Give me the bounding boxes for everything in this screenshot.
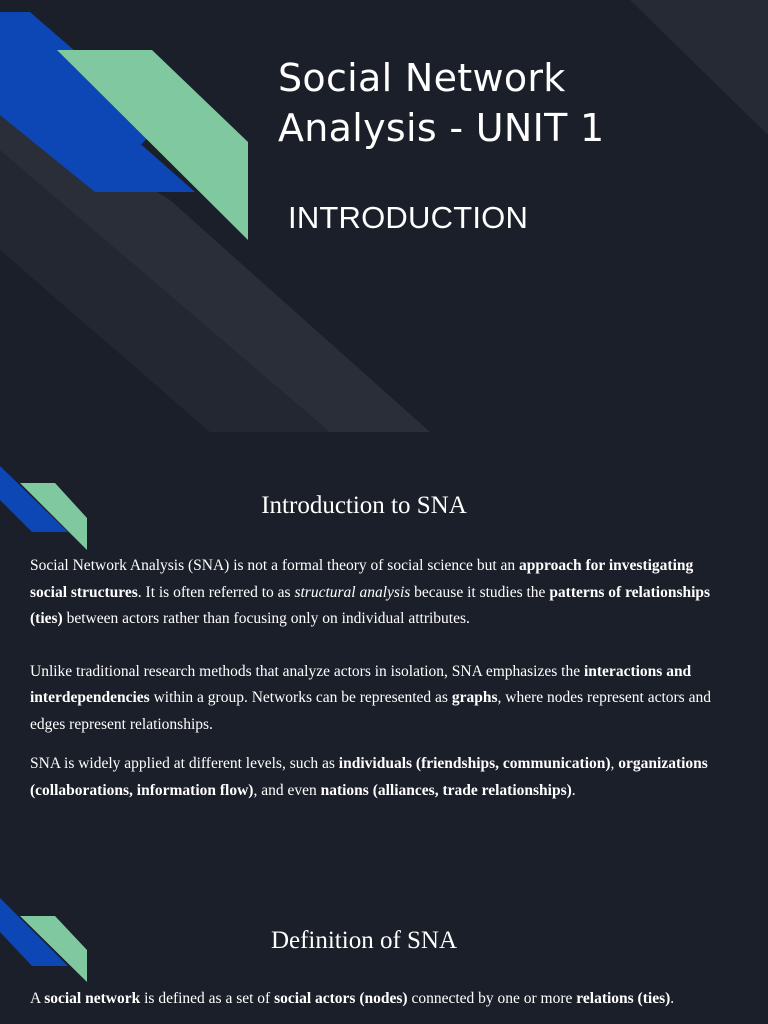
definition-slide [0,880,768,1024]
text-run: . [571,781,576,799]
presentation-title [278,53,748,153]
text-run: . [670,990,675,1007]
section-heading: Definition of SNA [270,927,458,954]
title-slide [0,0,768,432]
intro-paragraph-1 [30,553,720,633]
bold-run: graphs [451,689,498,706]
text-run: because it studies the [410,583,550,601]
bold-run: nations (alliances, trade relationships) [320,781,572,799]
title-line-1: Social Network [278,56,566,100]
italic-run: structural analysis [294,583,411,601]
definition-paragraph-1 [30,986,720,1013]
text-run: , and even [253,781,321,799]
presentation-subtitle: INTRODUCTION [288,200,529,235]
intro-slide [0,448,768,872]
text-run: connected by one or more [407,990,577,1007]
text-run: is defined as a set of [140,990,275,1007]
text-run: Social Network Analysis (SNA) is not a formal theory of social science but an [30,557,519,574]
bold-run: individuals (friendships, communication) [338,755,611,772]
bold-run: relations (ties) [576,990,671,1007]
bold-run: approach for investigating social structures [30,557,694,601]
intro-paragraph-3 [30,751,720,804]
text-run: A [30,990,45,1007]
text-run: between actors rather than focusing only on individual attributes. [62,610,470,627]
bold-run: patterns of relationships (ties) [30,583,711,627]
text-run: . It is often referred to as [137,583,295,601]
title-line-2: Analysis - UNIT 1 [278,106,605,150]
text-run: , [610,755,619,772]
bold-run: social network [44,990,141,1007]
bold-run: interactions and interdependencies [30,662,692,706]
text-run: , where nodes represent actors and edges represent relationships. [30,689,711,733]
bold-run: social actors (nodes) [274,990,408,1007]
bold-run: organizations (collaborations, information flow) [30,755,708,799]
section-heading: Introduction to SNA [261,492,467,519]
intro-paragraph-2 [30,659,720,739]
text-run: within a group. Networks can be represented as [149,689,452,706]
definition-body [30,986,720,1013]
text-run: Unlike traditional research methods that analyze actors in isolation, SNA emphasizes the [30,662,584,680]
intro-body [30,553,720,804]
text-run: SNA is widely applied at different levels, such as [30,755,339,772]
